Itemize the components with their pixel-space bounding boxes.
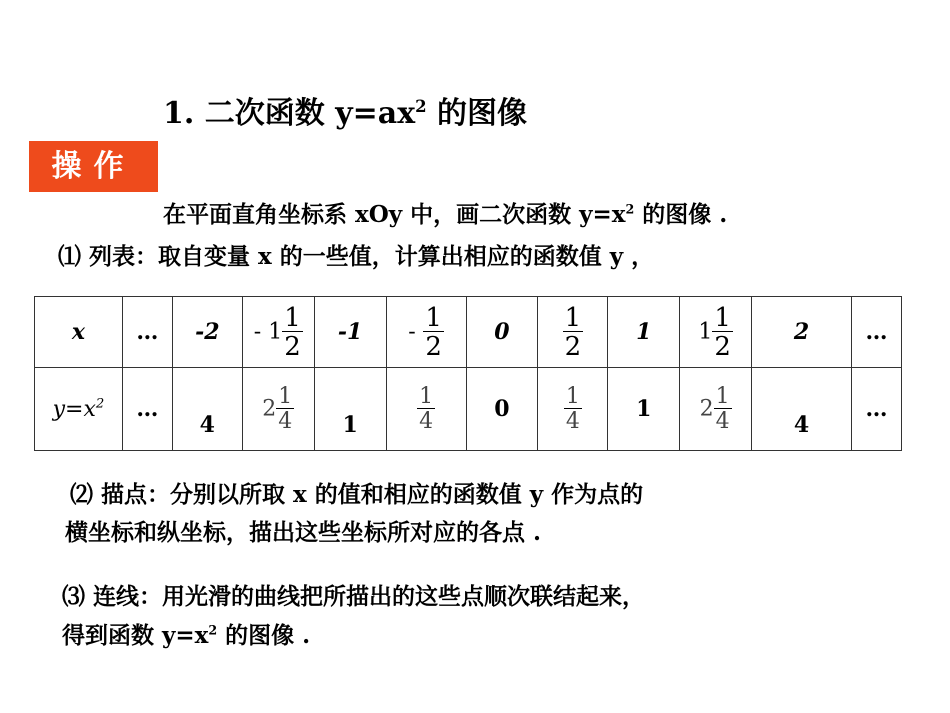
y-cell: 2 $\frac{1}{4}$ bbox=[680, 368, 752, 451]
x-cell: - 1 $\frac{1}{2}$ bbox=[242, 297, 314, 368]
step3-line2: 得到函数 $y=x^2$ 的图像 . bbox=[62, 622, 311, 649]
fraction: $\frac{1}{2}$ bbox=[425, 302, 442, 362]
x-cell: -2 bbox=[172, 297, 242, 368]
fraction: $\frac{1}{2}$ bbox=[284, 302, 301, 362]
y-cell: 4 bbox=[172, 368, 242, 451]
x-cell: -1 bbox=[314, 297, 386, 368]
step1-text: ⑴ 列表：取自变量 x 的一些值，计算出相应的函数值 y ， bbox=[58, 243, 655, 270]
y-cell bbox=[386, 368, 466, 451]
fraction: $\frac{1}{2}$ bbox=[714, 302, 731, 362]
value-table bbox=[34, 296, 902, 451]
x-cell bbox=[538, 297, 608, 368]
y-cell: 2 $\frac{1}{4}$ bbox=[242, 368, 314, 451]
y-cell: 1 bbox=[314, 368, 386, 451]
y-cell bbox=[538, 368, 608, 451]
x-cell: 1 bbox=[608, 297, 680, 368]
step2-line2: 横坐标和纵坐标，描出这些坐标所对应的各点 . bbox=[65, 519, 542, 546]
x-header: x bbox=[35, 297, 123, 368]
ellipsis-cell: … bbox=[122, 368, 172, 451]
ellipsis-cell: … bbox=[122, 297, 172, 368]
fraction: $\frac{1}{4}$ bbox=[419, 383, 434, 434]
x-cell: - $\frac{1}{2}$ bbox=[386, 297, 466, 368]
y-header: $y=x^2$ bbox=[35, 368, 123, 451]
operation-tag: 操作 bbox=[29, 141, 158, 192]
fraction: $\frac{1}{4}$ bbox=[278, 383, 293, 434]
y-cell: 4 bbox=[752, 368, 852, 451]
intro-text: 在平面直角坐标系 xOy 中，画二次函数 $y=x^2$ 的图像 . bbox=[163, 201, 728, 228]
y-cell: 0 bbox=[466, 368, 538, 451]
fraction: $\frac{1}{2}$ bbox=[564, 302, 582, 362]
step2-line1: ⑵ 描点：分别以所取 x 的值和相应的函数值 y 作为点的 bbox=[70, 481, 644, 508]
x-cell: 0 bbox=[466, 297, 538, 368]
ellipsis-cell: … bbox=[851, 297, 901, 368]
x-cell: 1 $\frac{1}{2}$ bbox=[680, 297, 752, 368]
table-row-y bbox=[35, 368, 902, 451]
step3-line1: ⑶ 连线：用光滑的曲线把所描出的这些点顺次联结起来， bbox=[62, 583, 646, 610]
ellipsis-cell: … bbox=[851, 368, 901, 451]
x-cell: 2 bbox=[752, 297, 852, 368]
fraction: $\frac{1}{4}$ bbox=[565, 383, 580, 434]
fraction: $\frac{1}{4}$ bbox=[715, 383, 730, 434]
section-title: 1. 二次函数 $y=ax^2$ 的图像 bbox=[163, 96, 528, 131]
y-cell: 1 bbox=[608, 368, 680, 451]
table-row-x bbox=[35, 297, 902, 368]
